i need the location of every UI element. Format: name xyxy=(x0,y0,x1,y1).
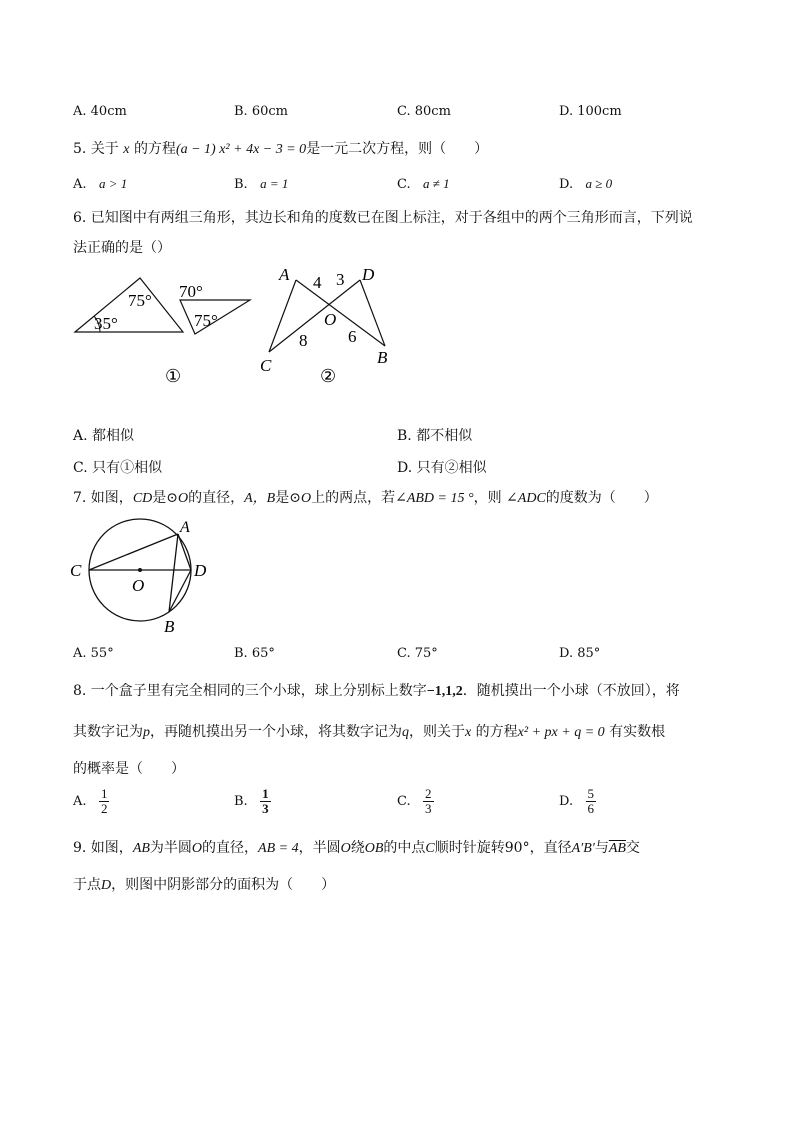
q4-option-b: B. 60cm xyxy=(234,104,288,119)
q7-label-o: O xyxy=(132,576,145,595)
q7-chord-bd xyxy=(169,570,191,612)
q7-option-d: D. 85° xyxy=(559,646,601,661)
q7-option-b: B. 65° xyxy=(234,646,275,661)
q5-option-a: A. a > 1 xyxy=(73,176,128,192)
q8-stem-line1: 8. 一个盒子里有完全相同的三个小球，球上分别标上数字−1,1,2．随机摸出一个小球（不放回），将 xyxy=(73,683,680,699)
q8-equation: x² + px + q = 0 xyxy=(517,725,605,740)
q6-caption-1: ① xyxy=(165,366,182,386)
q8-option-b: B. $\frac{1}{3}$ xyxy=(234,786,269,816)
q8-stem-line2: 其数字记为p，再随机摸出另一个小球，将其数字记为q，则关于x 的方程x² + px + q = 0 有实数根 xyxy=(73,724,666,740)
q7-option-a: A. 55° xyxy=(73,646,114,661)
q7-label-d: D xyxy=(194,561,207,580)
q5-equation: (a − 1) x² + 4x − 3 = 0 xyxy=(175,142,307,157)
q9-stem-line2: 于点D，则图中阴影部分的面积为（ ） xyxy=(73,877,336,893)
q6-angle-c: 70° xyxy=(179,282,203,301)
q8-fraction-d: $\frac{5}{6}$ xyxy=(587,786,594,816)
q5-text-mid: 的方程 xyxy=(133,141,176,157)
q6-option-b: B. 都不相似 xyxy=(397,428,473,444)
q7-label-c: C xyxy=(70,561,82,580)
q6-figures xyxy=(70,268,400,393)
q6-len-ob: 6 xyxy=(348,327,357,346)
q5-option-d: D. a ≥ 0 xyxy=(559,176,613,192)
q5-text-after: 是一元二次方程，则（ ） xyxy=(306,141,489,157)
q7-chord-ad xyxy=(178,534,191,570)
q6-option-d: D. 只有②相似 xyxy=(397,460,487,476)
q6-len-oc: 8 xyxy=(299,331,308,350)
q6-segment-ab xyxy=(296,280,385,346)
q8-stem-line3: 的概率是（ ） xyxy=(73,761,185,777)
q7-figure xyxy=(68,512,218,640)
q6-angle-d: 75° xyxy=(194,311,218,330)
q8-fraction-b: $\frac{1}{3}$ xyxy=(262,786,269,816)
q4-option-c: C. 80cm xyxy=(397,104,451,119)
q6-label-c: C xyxy=(260,356,272,375)
q6-caption-2: ② xyxy=(320,366,337,386)
q6-label-b: B xyxy=(377,348,388,367)
q6-label-d: D xyxy=(362,268,375,284)
q4-option-a: A. 40cm xyxy=(73,104,127,119)
q5-option-b: B. a = 1 xyxy=(234,176,289,192)
q8-option-c: C. $\frac{2}{3}$ xyxy=(397,786,432,816)
q7-chord-ab xyxy=(169,534,178,612)
q6-option-c: C. 只有①相似 xyxy=(73,460,163,476)
q8-numbers: −1,1,2 xyxy=(426,684,463,699)
q6-label-a: A xyxy=(279,268,290,284)
q5-stem xyxy=(73,138,488,158)
q5-text-before: 关于 xyxy=(90,141,119,157)
q6-option-a: A. 都相似 xyxy=(73,428,135,444)
q5-number: 5. xyxy=(73,141,87,157)
q5-option-c: C. a ≠ 1 xyxy=(397,176,450,192)
q6-stem-line1: 6. 已知图中有两组三角形，其边长和角的度数已在图上标注，对于各组中的两个三角形而言，下列说 xyxy=(73,210,693,226)
q7-chord-ca xyxy=(89,534,178,570)
q7-center-dot xyxy=(138,568,142,572)
q7-stem: 7. 如图，CD是⊙O的直径，A，B是⊙O上的两点，若∠ABD = 15 °，则 ∠ADC的度数为（ ） xyxy=(73,490,658,506)
q6-len-ao: 4 xyxy=(313,273,322,292)
q6-stem-line2: 法正确的是（） xyxy=(73,240,171,256)
q8-option-a: A. $\frac{1}{2}$ xyxy=(73,786,108,816)
q6-len-od: 3 xyxy=(336,270,345,289)
q6-angle-b: 35° xyxy=(94,314,118,333)
q6-label-o: O xyxy=(324,310,337,329)
q9-stem-line1: 9. 如图，AB为半圆O的直径，AB = 4，半圆O绕OB的中点C顺时针旋转90°，直径A′B′与$\overline{AB}$交 xyxy=(73,840,640,856)
q8-fraction-c: $\frac{2}{3}$ xyxy=(425,786,432,816)
q7-option-c: C. 75° xyxy=(397,646,438,661)
q8-fraction-a: $\frac{1}{2}$ xyxy=(100,786,108,816)
q4-option-d: D. 100cm xyxy=(559,104,622,119)
q5-var-x: x xyxy=(123,142,130,157)
q7-label-a: A xyxy=(180,519,190,536)
q6-angle-a: 75° xyxy=(128,291,152,310)
q7-label-b: B xyxy=(164,617,175,636)
q8-option-d: D. $\frac{5}{6}$ xyxy=(559,786,594,816)
